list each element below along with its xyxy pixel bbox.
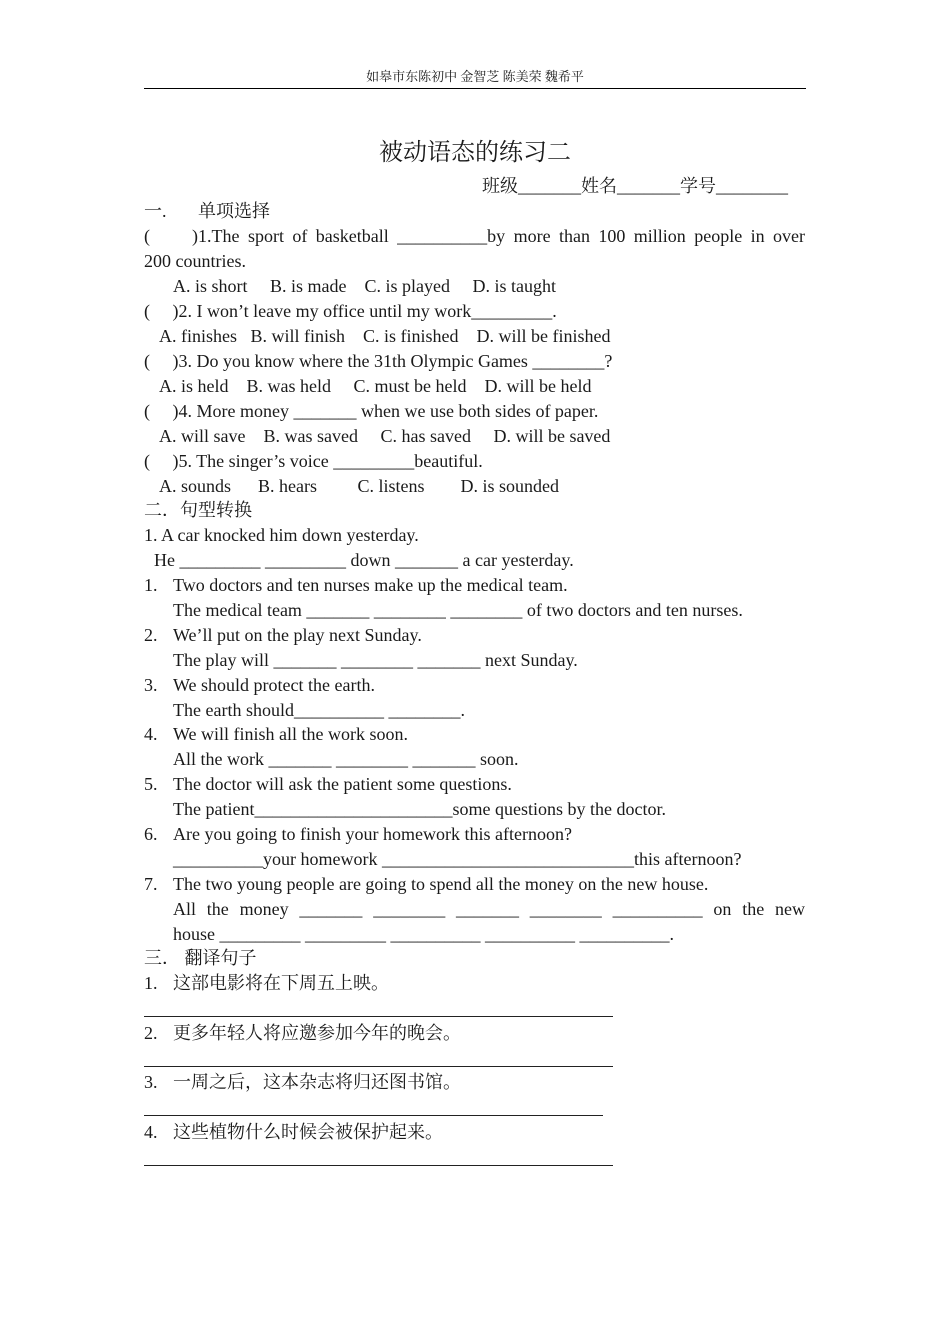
transform-example-answer: He _________ _________ down _______ a car yesterday.	[154, 550, 574, 570]
translate-item-4	[144, 1120, 443, 1144]
transform-answer-4: All the work _______ ________ _______ soon.	[173, 749, 519, 769]
item-sentence: The doctor will ask the patient some questions.	[173, 774, 512, 794]
item-number: 4.	[144, 724, 158, 744]
translate-item-3	[144, 1070, 461, 1094]
item-number: 1.	[144, 575, 158, 595]
item-sentence: 更多年轻人将应邀参加今年的晚会。	[173, 1023, 461, 1043]
question-1: ( )1.The sport of basketball __________by more than 100 million people in over	[144, 226, 805, 246]
transform-item-2	[144, 623, 422, 647]
item-number: 3.	[144, 675, 158, 695]
item-number: 2.	[144, 625, 158, 645]
item-number: 6.	[144, 824, 158, 844]
question-1-options: A. is short B. is made C. is played D. is taught	[173, 276, 556, 296]
page-title: 被动语态的练习二	[379, 140, 571, 166]
transform-answer-7: All the money _______ ________ _______ ________ __________ on the new	[173, 899, 805, 919]
transform-example: 1. A car knocked him down yesterday.	[144, 525, 419, 545]
section3-heading: 三． 翻译句子	[144, 948, 257, 968]
question-2: ( )2. I won’t leave my office until my work_________.	[144, 301, 557, 321]
item-sentence: We should protect the earth.	[173, 675, 375, 695]
item-sentence: The two young people are going to spend all the money on the new house.	[173, 874, 709, 894]
transform-answer-6: __________your homework ____________________________this afternoon?	[173, 849, 742, 869]
student-info-line: 班级_______姓名_______学号________	[482, 176, 788, 196]
section1-heading: 一. 单项选择	[144, 201, 270, 221]
transform-item-1	[144, 573, 568, 597]
question-3-options: A. is held B. was held C. must be held D. will be held	[159, 376, 592, 396]
question-3: ( )3. Do you know where the 31th Olympic Games ________?	[144, 351, 613, 371]
transform-item-5	[144, 772, 512, 796]
page-header: 如皋市东陈初中 金智芝 陈美荣 魏希平	[144, 66, 806, 89]
transform-answer-1: The medical team _______ ________ ________ of two doctors and ten nurses.	[173, 600, 743, 620]
answer-line-3	[144, 1115, 603, 1116]
question-5-options: A. sounds B. hears C. listens D. is sounded	[159, 476, 559, 496]
transform-item-4	[144, 722, 408, 746]
transform-item-6	[144, 822, 572, 846]
item-sentence: Are you going to finish your homework this afternoon?	[173, 824, 572, 844]
item-sentence: We’ll put on the play next Sunday.	[173, 625, 422, 645]
answer-line-1	[144, 1016, 613, 1017]
item-sentence: Two doctors and ten nurses make up the medical team.	[173, 575, 568, 595]
item-number: 7.	[144, 874, 158, 894]
item-number: 5.	[144, 774, 158, 794]
transform-answer-3: The earth should__________ ________.	[173, 700, 465, 720]
translate-item-2	[144, 1021, 461, 1045]
transform-answer-7-continued: house _________ _________ __________ __________ __________.	[173, 924, 674, 944]
item-sentence: We will finish all the work soon.	[173, 724, 409, 744]
transform-item-7	[144, 872, 708, 896]
item-sentence: 一周之后，这本杂志将归还图书馆。	[173, 1072, 461, 1092]
answer-line-4	[144, 1165, 613, 1166]
section2-heading: 二．句型转换	[144, 500, 252, 520]
question-4: ( )4. More money _______ when we use both sides of paper.	[144, 401, 599, 421]
item-number: 1.	[144, 973, 158, 993]
answer-line-2	[144, 1066, 613, 1067]
translate-item-1	[144, 971, 389, 995]
item-number: 3.	[144, 1072, 158, 1092]
item-sentence: 这些植物什么时候会被保护起来。	[173, 1122, 443, 1142]
transform-answer-2: The play will _______ ________ _______ next Sunday.	[173, 650, 578, 670]
transform-answer-5: The patient______________________some questions by the doctor.	[173, 799, 666, 819]
question-5: ( )5. The singer’s voice _________beautiful.	[144, 451, 483, 471]
item-sentence: 这部电影将在下周五上映。	[173, 973, 389, 993]
transform-item-3	[144, 673, 375, 697]
question-2-options: A. finishes B. will finish C. is finished D. will be finished	[159, 326, 611, 346]
item-number: 2.	[144, 1023, 158, 1043]
question-1-continued: 200 countries.	[144, 251, 246, 271]
question-4-options: A. will save B. was saved C. has saved D. will be saved	[159, 426, 611, 446]
item-number: 4.	[144, 1122, 158, 1142]
